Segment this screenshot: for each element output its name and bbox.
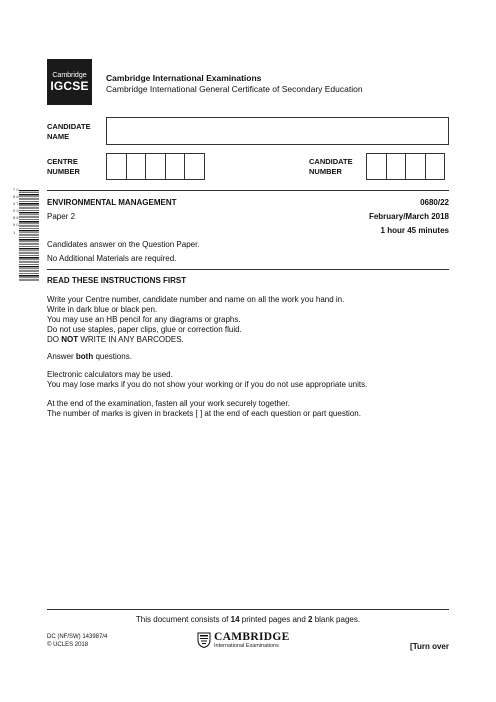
cambridge-igcse-logo bbox=[47, 59, 92, 105]
candidate-name-label-line-2: NAME bbox=[47, 131, 70, 141]
centre-number-label-line-2: NUMBER bbox=[47, 166, 80, 176]
footer-text: blank pages. bbox=[312, 615, 361, 624]
cambridge-crest-icon bbox=[197, 632, 211, 648]
candidate-number-cell[interactable] bbox=[366, 153, 387, 180]
centre-number-cell[interactable] bbox=[165, 153, 186, 180]
centre-number-label bbox=[47, 157, 80, 176]
qualification-title: Cambridge International General Certificate of Secondary Education bbox=[106, 84, 363, 94]
instruction-text: Answer bbox=[47, 352, 76, 361]
footer-text: This document consists of bbox=[135, 615, 231, 624]
candidate-number-label-line-1: CANDIDATE bbox=[309, 157, 353, 166]
exam-session: February/March 2018 bbox=[368, 212, 449, 221]
instruction-line: You may lose marks if you do not show your working or if you do not use appropriate units. bbox=[47, 380, 368, 389]
reference-code: DC (NF/SW) 143987/4 bbox=[47, 634, 108, 640]
candidate-number-cell[interactable] bbox=[425, 153, 446, 180]
instruction-answer bbox=[47, 352, 132, 362]
candidate-number-cell[interactable] bbox=[405, 153, 426, 180]
divider-line bbox=[47, 190, 449, 191]
document-reference bbox=[47, 633, 107, 649]
instructions-block-calculators bbox=[47, 370, 367, 390]
candidate-name-label-line-1: CANDIDATE bbox=[47, 122, 91, 131]
instructions-block-end bbox=[47, 399, 361, 419]
instructions-block-1 bbox=[47, 295, 344, 345]
paper-number: Paper 2 bbox=[47, 212, 76, 221]
centre-number-cell[interactable] bbox=[145, 153, 166, 180]
candidate-number-field[interactable] bbox=[366, 153, 445, 180]
candidate-number-cell[interactable] bbox=[386, 153, 407, 180]
logo-line-1: Cambridge bbox=[52, 71, 87, 79]
footer-divider-line bbox=[47, 609, 449, 610]
instruction-text: DO bbox=[47, 335, 62, 344]
instruction-line bbox=[47, 335, 344, 345]
page-count-statement bbox=[47, 615, 449, 624]
centre-number-field[interactable] bbox=[106, 153, 205, 180]
exam-duration: 1 hour 45 minutes bbox=[380, 226, 449, 235]
candidate-number-label bbox=[309, 157, 353, 176]
turn-over-label: [Turn over bbox=[410, 642, 449, 651]
footer-text: printed pages and bbox=[239, 615, 309, 624]
blank-pages-count: 2 bbox=[308, 615, 313, 624]
instruction-line: At the end of the examination, fasten all your work securely together. bbox=[47, 399, 290, 408]
instruction-line: You may use an HB pencil for any diagrams or graphs. bbox=[47, 315, 241, 324]
instruction-line: Write in dark blue or black pen. bbox=[47, 305, 158, 314]
logo-line-2: IGCSE bbox=[50, 78, 89, 93]
centre-number-cell[interactable] bbox=[126, 153, 147, 180]
component-code: 0680/22 bbox=[420, 198, 449, 207]
centre-number-cell[interactable] bbox=[184, 153, 205, 180]
instruction-line: Do not use staples, paper clips, glue or correction fluid. bbox=[47, 325, 242, 334]
candidate-number-label-line-2: NUMBER bbox=[309, 166, 342, 176]
cambridge-brand-sub: International Examinations bbox=[214, 643, 279, 649]
materials-note: No Additional Materials are required. bbox=[47, 254, 177, 263]
cambridge-brand: CAMBRIDGE bbox=[214, 631, 290, 643]
candidate-name-label bbox=[47, 122, 91, 141]
subject-title: ENVIRONMENTAL MANAGEMENT bbox=[47, 198, 177, 207]
centre-number-label-line-1: CENTRE bbox=[47, 157, 78, 166]
instruction-emphasis: both bbox=[75, 352, 94, 361]
instruction-emphasis: NOT bbox=[61, 335, 79, 344]
candidate-name-field[interactable] bbox=[106, 117, 449, 145]
printed-pages-count: 14 bbox=[230, 615, 240, 624]
centre-number-cell[interactable] bbox=[106, 153, 127, 180]
instruction-line: Electronic calculators may be used. bbox=[47, 370, 173, 379]
answer-note: Candidates answer on the Question Paper. bbox=[47, 240, 200, 249]
instructions-heading: READ THESE INSTRUCTIONS FIRST bbox=[47, 276, 187, 285]
barcode-digits: 7 0 8 8 4 7 9 3 8 6 9 0 1 bbox=[13, 187, 19, 235]
barcode-icon bbox=[19, 189, 39, 281]
instruction-line: Write your Centre number, candidate number and name on all the work you hand in. bbox=[47, 295, 345, 304]
instruction-text: WRITE IN ANY BARCODES. bbox=[78, 335, 184, 344]
organisation-title: Cambridge International Examinations bbox=[106, 73, 262, 83]
instruction-line: The number of marks is given in brackets [ ] at the end of each question or part question. bbox=[47, 409, 361, 418]
divider-line bbox=[47, 269, 449, 270]
instruction-text: questions. bbox=[93, 352, 132, 361]
copyright-notice: © UCLES 2018 bbox=[47, 642, 89, 648]
